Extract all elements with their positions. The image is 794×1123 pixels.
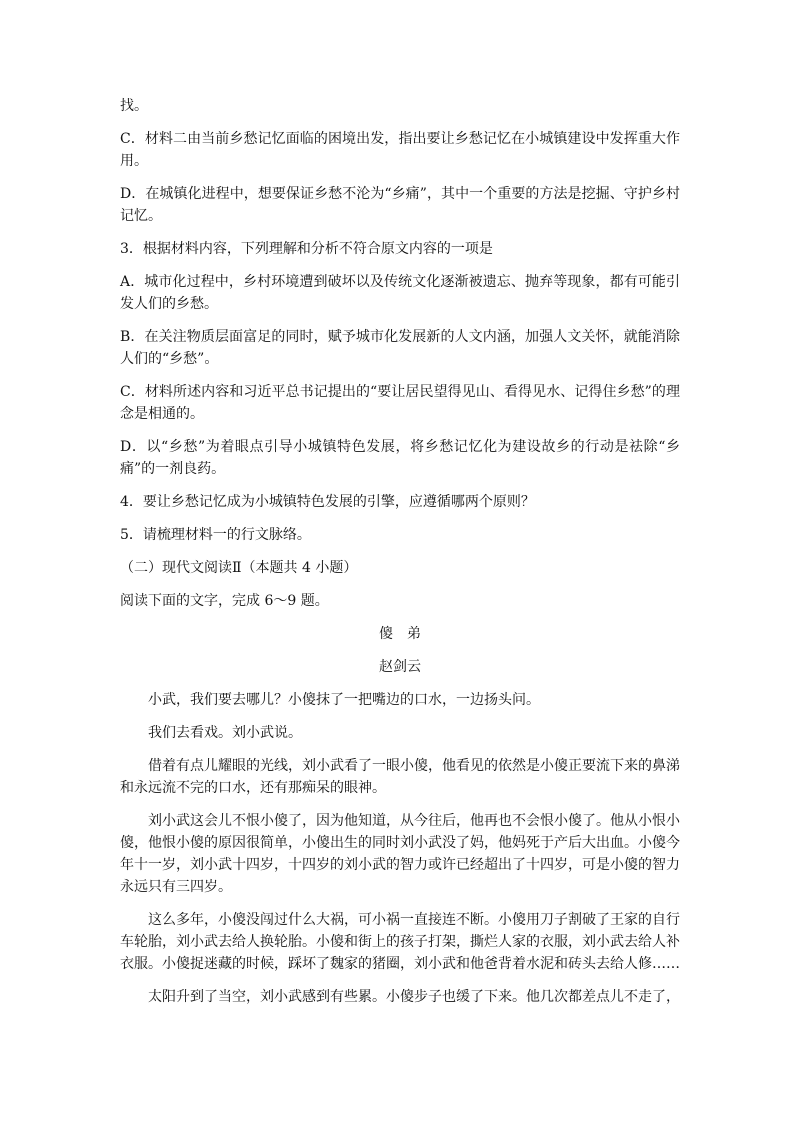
story-author: 赵剑云	[379, 659, 421, 675]
option-c-q2: C．材料二由当前乡愁记忆面临的困境出发，指出要让乡愁记忆在小城镇建设中发挥重大作用。	[120, 131, 680, 169]
story-paragraph: 小武，我们要去哪儿？小傻抹了一把嘴边的口水，一边扬头问。	[148, 692, 540, 708]
paragraph-continuation: 找。	[120, 98, 148, 114]
story-paragraph: 借着有点儿耀眼的光线，刘小武看了一眼小傻，他看见的依然是小傻正要流下来的鼻涕和永远流不完的口水，还有那痴呆的眼神。	[120, 758, 680, 796]
story-paragraph: 太阳升到了当空，刘小武感到有些累。小傻步子也缓了下来。他几次都差点儿不走了，	[148, 989, 680, 1005]
story-title: 傻 弟	[379, 626, 421, 642]
question-5: 5．请梳理材料一的行文脉络。	[120, 527, 311, 543]
story-paragraph: 这么多年，小傻没闯过什么大祸，可小祸一直接连不断。小傻用刀子割破了王家的自行车轮胎，刘小武去给人换轮胎。小傻和街上的孩子打架，撕烂人家的衣服，刘小武去给人补衣服。小傻捉迷藏的时候，踩坏了魏家的猪圈，刘小武和他爸背着水泥和砖头去给人修……	[120, 912, 680, 972]
option-b-q3: B．在关注物质层面富足的同时，赋予城市化发展新的人文内涵，加强人文关怀，就能消除人们的“乡愁”。	[120, 329, 680, 367]
document-page	[120, 95, 680, 1019]
question-4: 4．要让乡愁记忆成为小城镇特色发展的引擎，应遵循哪两个原则？	[120, 494, 535, 510]
option-a-q3: A．城市化过程中，乡村环境遭到破坏以及传统文化逐渐被遗忘、抛弃等现象，都有可能引发人们的乡愁。	[120, 274, 680, 312]
section-heading: （二）现代文阅读Ⅱ（本题共 4 小题）	[120, 560, 358, 576]
story-paragraph: 我们去看戏。刘小武说。	[148, 725, 302, 741]
option-c-q3: C．材料所述内容和习近平总书记提出的“要让居民望得见山、看得见水、记得住乡愁”的理念是相通的。	[120, 384, 680, 422]
reading-instruction: 阅读下面的文字，完成 6～9 题。	[120, 593, 329, 609]
option-d-q2: D．在城镇化进程中，想要保证乡愁不沦为“乡痛”，其中一个重要的方法是挖掘、守护乡村记忆。	[120, 186, 680, 224]
question-3: 3．根据材料内容，下列理解和分析不符合原文内容的一项是	[120, 241, 493, 257]
story-paragraph: 刘小武这会儿不恨小傻了，因为他知道，从今往后，他再也不会恨小傻了。他从小恨小傻，他恨小傻的原因很简单，小傻出生的同时刘小武没了妈，他妈死于产后大出血。小傻今年十一岁，刘小武十四岁，十四岁的刘小武的智力或许已经超出了十四岁，可是小傻的智力永远只有三四岁。	[120, 813, 680, 895]
option-d-q3: D．以“乡愁”为着眼点引导小城镇特色发展，将乡愁记忆化为建设故乡的行动是祛除“乡痛”的一剂良药。	[120, 439, 680, 477]
